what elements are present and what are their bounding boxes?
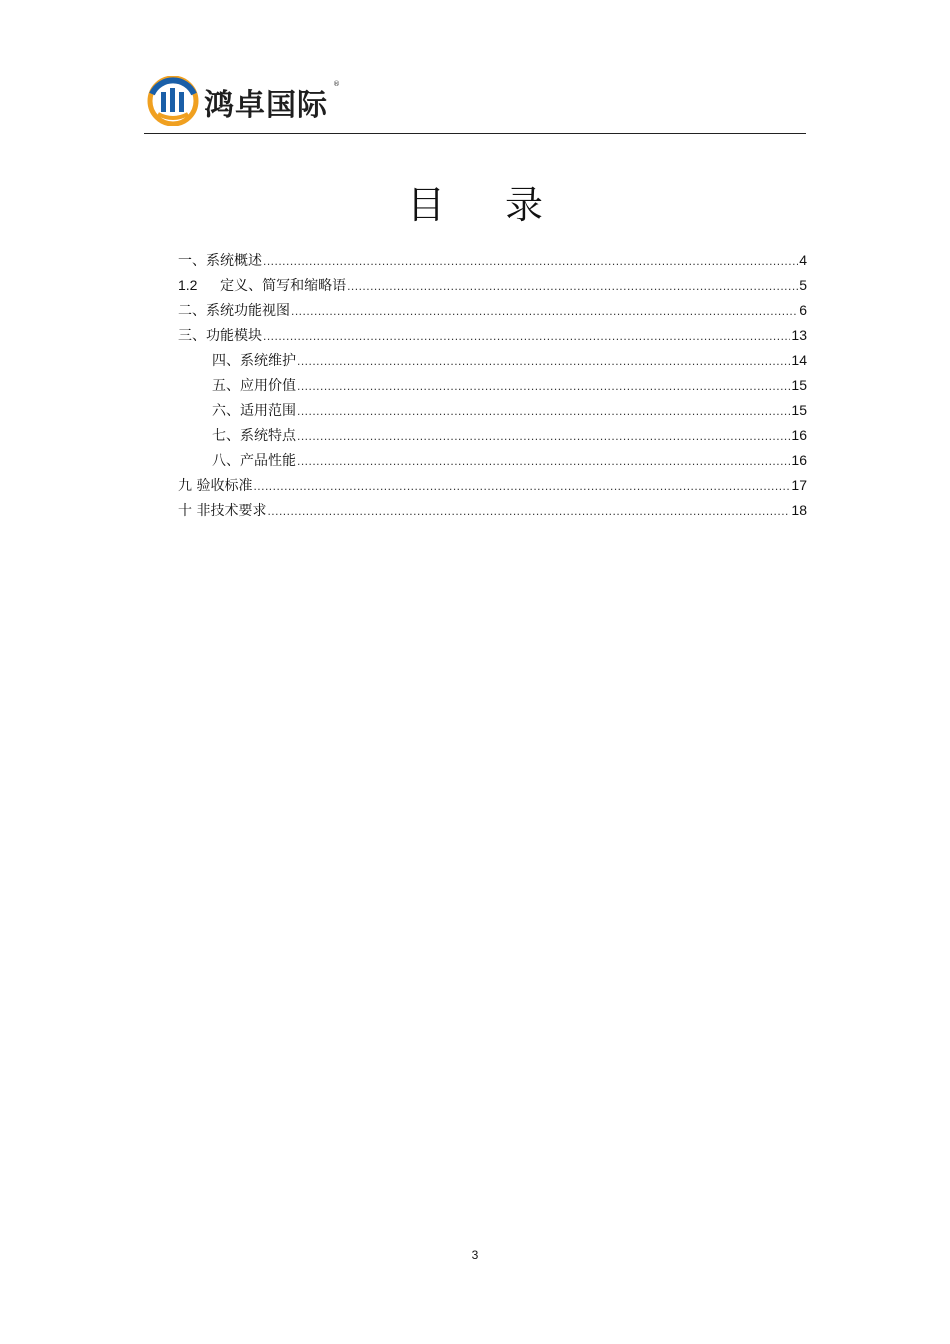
toc-dot-leader — [297, 424, 790, 449]
toc-entry-label: 二、系统功能视图 — [178, 303, 290, 319]
toc-entry-page: 18 — [791, 502, 807, 518]
toc-entry-page: 16 — [791, 427, 807, 443]
toc-entry-label: 十 非技术要求 — [178, 503, 267, 519]
toc-entry-page: 5 — [799, 277, 807, 293]
toc-entry-label: 七、系统特点 — [212, 428, 296, 444]
toc-entry[interactable] — [178, 248, 807, 273]
toc-dot-leader — [297, 374, 790, 399]
toc-entry-label: 五、应用价值 — [212, 378, 296, 394]
trademark-symbol: ® — [333, 80, 340, 88]
toc-entry-page: 15 — [791, 402, 807, 418]
toc-entry-label: 八、产品性能 — [212, 453, 296, 469]
toc-title: 目 录 — [406, 183, 568, 227]
toc-entry-page: 14 — [791, 352, 807, 368]
toc-entry-page: 16 — [791, 452, 807, 468]
toc-entry[interactable] — [178, 498, 807, 523]
toc-dot-leader — [263, 249, 798, 274]
toc-entry[interactable] — [178, 273, 807, 298]
toc-entry-label: 九 验收标准 — [178, 478, 253, 494]
toc-dot-leader — [297, 399, 790, 424]
toc-entry-label: 三、功能模块 — [178, 328, 262, 344]
toc-entry-page: 17 — [791, 477, 807, 493]
toc-dot-leader — [253, 474, 790, 499]
toc-dot-leader — [297, 349, 790, 374]
toc-entry-label: 定义、简写和缩略语 — [220, 278, 347, 294]
toc-entry[interactable] — [178, 348, 807, 373]
company-logo-icon — [146, 76, 200, 126]
page-header — [144, 74, 806, 134]
toc-entry-label: 六、适用范围 — [212, 403, 296, 419]
toc-entry[interactable] — [178, 448, 807, 473]
toc-entry-page: 4 — [799, 252, 807, 268]
toc-dot-leader — [267, 499, 790, 524]
toc-entry-label: 一、系统概述 — [178, 253, 262, 269]
page-number: 3 — [471, 1248, 479, 1262]
header-divider — [144, 133, 806, 134]
toc-entry-page: 13 — [791, 327, 807, 343]
toc-entry-page: 6 — [799, 302, 807, 318]
toc-entry-page: 15 — [791, 377, 807, 393]
toc-dot-leader — [263, 324, 790, 349]
toc-entry-label: 四、系统维护 — [212, 353, 296, 369]
toc-dot-leader — [297, 449, 790, 474]
toc-entry[interactable] — [178, 398, 807, 423]
table-of-contents — [178, 248, 807, 523]
toc-entry[interactable] — [178, 323, 807, 348]
toc-entry[interactable] — [178, 473, 807, 498]
toc-entry[interactable] — [178, 423, 807, 448]
toc-dot-leader — [291, 299, 798, 324]
toc-dot-leader — [347, 274, 798, 299]
toc-entry-number: 1.2 — [178, 277, 198, 293]
company-logo-text: 鸿卓国际 — [204, 88, 328, 123]
toc-entry[interactable] — [178, 298, 807, 323]
toc-entry[interactable] — [178, 373, 807, 398]
